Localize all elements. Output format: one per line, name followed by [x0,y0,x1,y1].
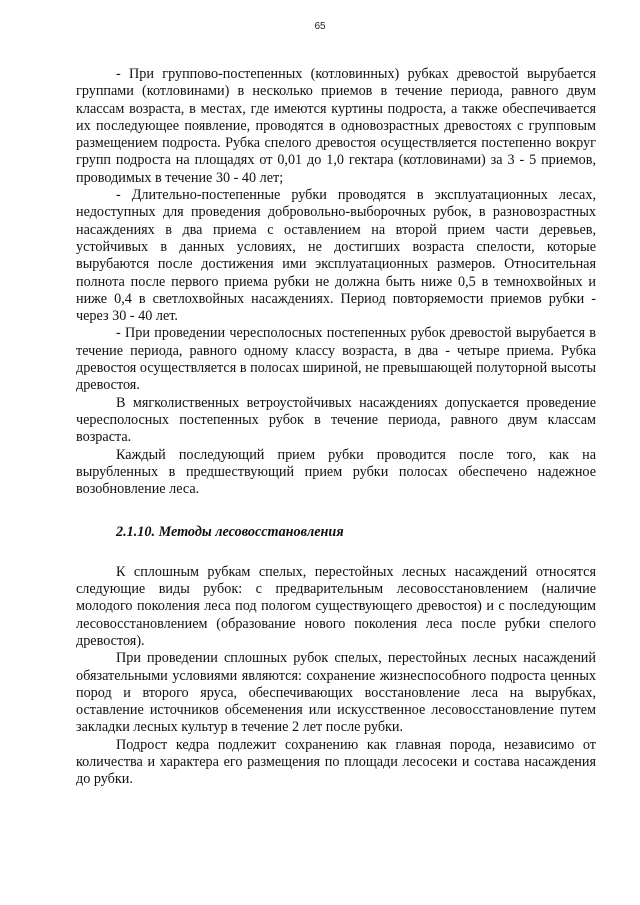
section-heading-reforestation-methods: 2.1.10. Методы лесовосстановления [116,524,344,541]
paragraph-group-gradual-cutting: - При группово-постепенных (котловинных) рубках древостой вырубается группами (котловинами) в несколько приемов в течение периода, равного двум классам возраста, в местах, где имеются куртины подроста, а также обеспечивается их последующее появление, проводятся в одновозрастных древостоях с групповым размещением подроста. Рубка спелого древостоя осуществляется постепенно вокруг групп подроста на площадях от 0,01 до 1,0 гектара (котловинами) за 3 - 5 приемов, проводимых в течение 30 - 40 лет; [76,66,596,186]
paragraph-cedar-undergrowth: Подрост кедра подлежит сохранению как главная порода, независимо от количества и характера его размещения по площади лесосеки и состава насаждения до рубки. [76,736,596,788]
paragraph-clear-cutting-types: К сплошным рубкам спелых, перестойных лесных насаждений относятся следующие виды рубок: с предварительным лесовосстановлением (наличие молодого поколения леса под пологом существующего древостоя) и с последующим лесовосстановлением (образование нового поколения леса после рубки спелого древостоя). [76,563,596,649]
paragraph-next-cutting-stage: Каждый последующий прием рубки проводится после того, как на вырубленных в предшествующий прием рубки полосах обеспечено надежное возобновление леса. [76,446,596,498]
paragraph-long-term-gradual-cutting: - Длительно-постепенные рубки проводятся в эксплуатационных лесах, недоступных для проведения добровольно-выборочных рубок, в разновозрастных насаждениях в два приема с оставлением на второй прием части деревьев, устойчивых в данных условиях, не достигших возраста спелости, которые вырубаются после достижения ими эксплуатационных размеров. Относительная полнота после первого приема рубки не должна быть ниже 0,5 в темнохвойных и ниже 0,4 в светлохвойных насаждениях. Период повторяемости приемов рубки - через 30 - 40 лет. [76,187,596,325]
page-number: 65 [314,21,326,32]
paragraph-strip-gradual-cutting: - При проведении чересполосных постепенных рубок древостой вырубается в течение периода, равного одному классу возраста, в два - четыре приема. Рубка древостоя осуществляется в полосах шириной, не превышающей полуторной высоты древостоя. [76,325,596,394]
document-body [76,66,596,789]
paragraph-soft-leaved-stands: В мягколиственных ветроустойчивых насаждениях допускается проведение чересполосных постепенных рубок в течение периода, равного двум классам возраста. [76,394,596,446]
paragraph-clear-cutting-conditions: При проведении сплошных рубок спелых, перестойных лесных насаждений обязательными условиями являются: сохранение жизнеспособного подроста ценных пород и второго яруса, обеспечивающих восстановление леса на вырубках, оставление источников обсеменения или искусственное лесовосстановление путем закладки лесных культур в течение 2 лет после рубки. [76,650,596,736]
